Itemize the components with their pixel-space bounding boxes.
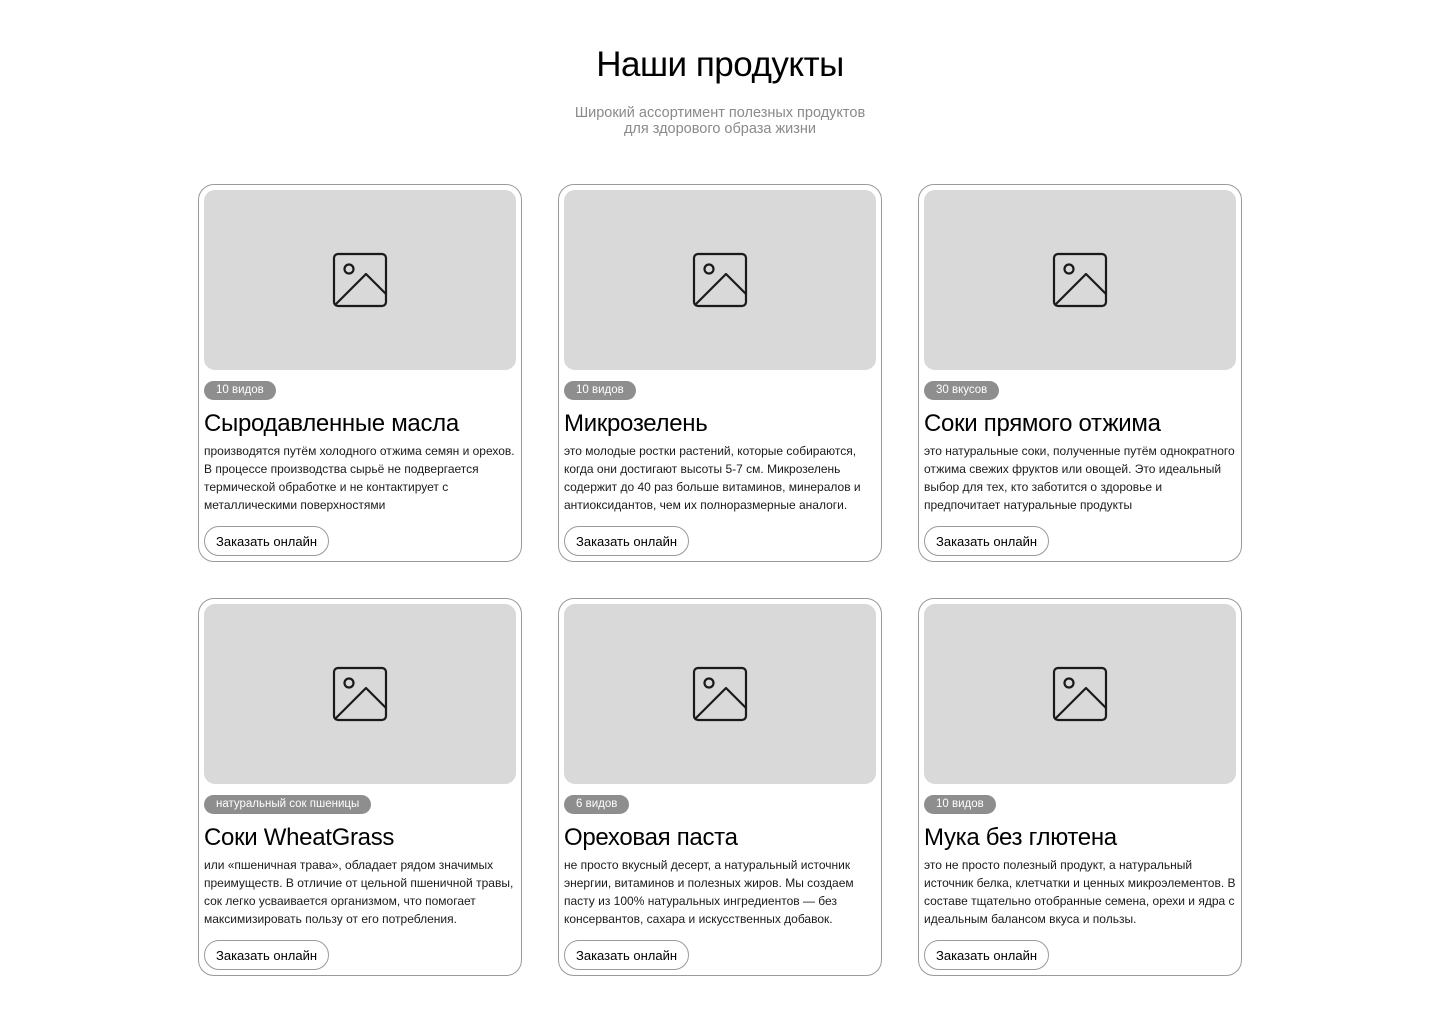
- product-grid: [198, 184, 1242, 976]
- product-description: не просто вкусный десерт, а натуральный источник энергии, витаминов и полезных жиров. Мы создаем пасту из 100% натуральных ингредиентов — без консервантов, сахара и искусственных добавок.: [564, 858, 854, 926]
- product-card: [198, 598, 522, 976]
- product-badge: 10 видов: [924, 795, 996, 814]
- order-online-button[interactable]: Заказать онлайн: [204, 526, 329, 556]
- product-card: [918, 598, 1242, 976]
- product-description: это молодые ростки растений, которые собираются, когда они достигают высоты 5-7 см. Микрозелень содержит до 40 раз больше витаминов, минералов и антиоксидантов, чем их полноразмерные аналоги.: [564, 444, 861, 512]
- image-placeholder-icon: [692, 252, 748, 308]
- product-image: [204, 604, 516, 784]
- order-online-button[interactable]: Заказать онлайн: [564, 526, 689, 556]
- subtitle-line-2: для здорового образа жизни: [623, 121, 817, 137]
- product-image: [204, 190, 516, 370]
- product-description: производятся путём холодного отжима семян и орехов. В процессе производства сырьё не подвергается термической обработке и не контактирует с металлическими поверхностями: [204, 444, 515, 512]
- product-image: [924, 190, 1236, 370]
- product-description: это натуральные соки, полученные путём однократного отжима свежих фруктов или овощей. Это идеальный выбор для тех, кто заботится о здоровье и предпочитает натуральные продукты: [924, 444, 1235, 512]
- product-title: Соки прямого отжима: [924, 410, 1161, 437]
- product-image: [564, 604, 876, 784]
- product-title: Сыродавленные масла: [204, 410, 459, 437]
- product-badge: натуральный сок пшеницы: [204, 795, 371, 814]
- product-badge: 10 видов: [564, 381, 636, 400]
- product-title: Ореховая паста: [564, 824, 738, 851]
- product-badge: 6 видов: [564, 795, 629, 814]
- product-title: Соки WheatGrass: [204, 824, 395, 851]
- product-card: [558, 598, 882, 976]
- product-title: Мука без глютена: [924, 824, 1117, 851]
- image-placeholder-icon: [1052, 252, 1108, 308]
- product-card: [918, 184, 1242, 562]
- subtitle-line-1: Широкий ассортимент полезных продуктов: [574, 105, 866, 121]
- page-subtitle: [560, 105, 880, 137]
- product-card: [198, 184, 522, 562]
- order-online-button[interactable]: Заказать онлайн: [924, 526, 1049, 556]
- order-online-button[interactable]: Заказать онлайн: [924, 940, 1049, 970]
- image-placeholder-icon: [332, 252, 388, 308]
- product-image: [924, 604, 1236, 784]
- product-image: [564, 190, 876, 370]
- image-placeholder-icon: [1052, 666, 1108, 722]
- product-badge: 30 вкусов: [924, 381, 999, 400]
- image-placeholder-icon: [332, 666, 388, 722]
- product-description: это не просто полезный продукт, а натуральный источник белка, клетчатки и ценных микроэлементов. В составе тщательно отобранные семена, орехи и ядра с идеальным балансом вкуса и пользы.: [924, 858, 1236, 926]
- product-description: или «пшеничная трава», обладает рядом значимых преимуществ. В отличие от цельной пшеничной травы, сок легко усваивается организмом, что помогает максимизировать пользу от его потребления.: [204, 858, 514, 926]
- order-online-button[interactable]: Заказать онлайн: [564, 940, 689, 970]
- page-title: Наши продукты: [596, 45, 844, 84]
- product-card: [558, 184, 882, 562]
- product-badge: 10 видов: [204, 381, 276, 400]
- image-placeholder-icon: [692, 666, 748, 722]
- order-online-button[interactable]: Заказать онлайн: [204, 940, 329, 970]
- product-title: Микрозелень: [564, 410, 708, 437]
